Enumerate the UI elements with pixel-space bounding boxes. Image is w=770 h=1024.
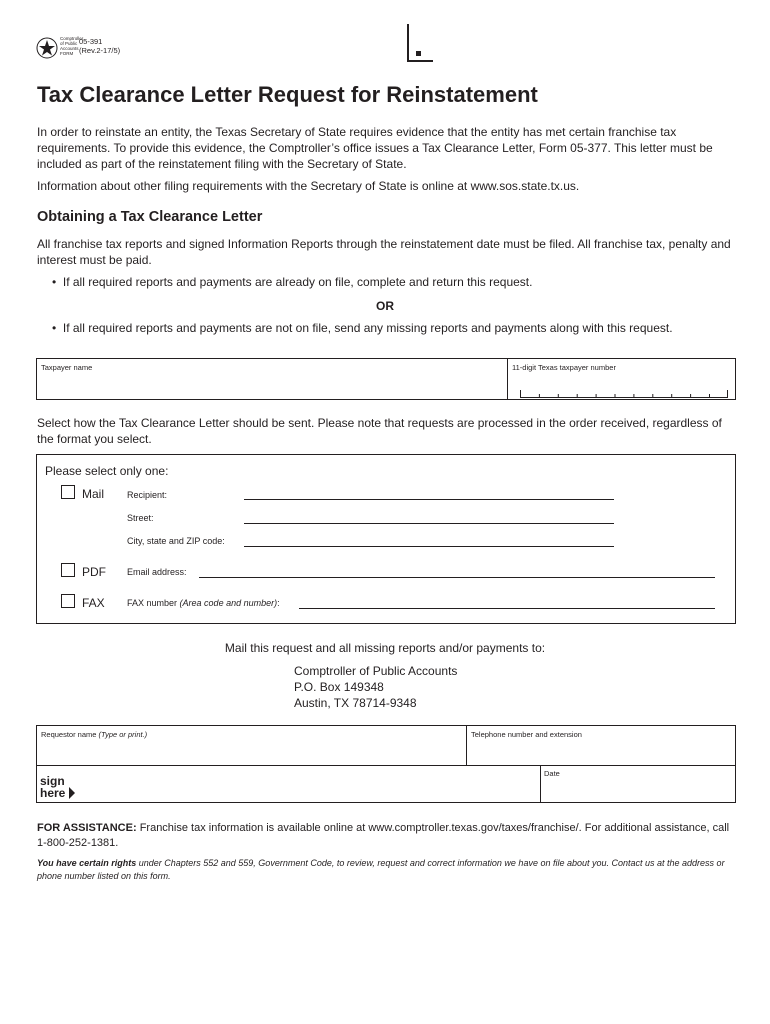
page-title: Tax Clearance Letter Request for Reinstatement <box>37 82 538 107</box>
mailing-address-line: P.O. Box 149348 <box>294 680 384 694</box>
telephone-label: Telephone number and extension <box>471 730 582 739</box>
date-input[interactable] <box>544 781 730 799</box>
fax-number-label: FAX number (Area code and number): <box>127 598 280 608</box>
scan-corner-mark <box>407 24 433 62</box>
form-number: 05-391 (Rev.2-17/5) <box>79 37 121 55</box>
fax-checkbox[interactable] <box>61 594 75 608</box>
requestor-box <box>36 725 736 803</box>
intro-paragraph: In order to reinstate an entity, the Texas Secretary of State requires evidence that the entity has met certain franchise tax requirements. To provide this evidence, the Comptroller’s office issues a Tax Clearance Letter, Form 05-377. This letter must be included as part of the reinstatement filing with the Secretary of State. <box>37 125 713 171</box>
pdf-checkbox[interactable] <box>61 563 75 577</box>
section-heading: Obtaining a Tax Clearance Letter <box>37 209 263 225</box>
bullet-item: • If all required reports and payments are not on file, send any missing reports and payments along with this request. <box>52 321 673 335</box>
mail-checkbox[interactable] <box>61 485 75 499</box>
taxpayer-name-label: Taxpayer name <box>41 363 93 372</box>
email-label: Email address: <box>127 567 187 577</box>
mailing-address-line: Austin, TX 78714-9348 <box>294 696 417 710</box>
signature-input[interactable] <box>77 770 535 800</box>
taxpayer-number-label: 11-digit Texas taxpayer number <box>512 363 616 372</box>
divider <box>507 359 508 399</box>
assistance-note: FOR ASSISTANCE: Franchise tax information is available online at www.comptroller.texas.gov/taxes/franchise/. For additional assistance, call 1-800-252-1381. <box>37 822 730 849</box>
requirements-paragraph: All franchise tax reports and signed Information Reports through the reinstatement date must be filed. All franchise tax, penalty and interest must be paid. <box>37 237 731 267</box>
telephone-input[interactable] <box>471 742 731 762</box>
taxpayer-name-input[interactable] <box>41 375 501 397</box>
divider <box>466 726 467 765</box>
divider <box>540 765 541 802</box>
delivery-options-box <box>36 454 736 624</box>
requestor-name-input[interactable] <box>41 742 461 762</box>
sign-here-marker: sign here <box>40 775 65 799</box>
street-label: Street: <box>127 513 154 523</box>
arrow-right-icon <box>69 787 75 799</box>
rights-note: You have certain rights under Chapters 552 and 559, Government Code, to review, request and correct information we have on file about you. Contact us at the address or phone number listed on this form. <box>37 858 725 881</box>
fax-option-label: FAX <box>82 596 105 610</box>
select-prompt: Please select only one: <box>45 464 169 478</box>
bullet-item: • If all required reports and payments are already on file, complete and return this request. <box>52 275 533 289</box>
delivery-instructions: Select how the Tax Clearance Letter should be sent. Please note that requests are processed in the order received, regardless of the format you select. <box>37 416 722 446</box>
mailing-instruction: Mail this request and all missing reports and/or payments to: <box>224 641 546 655</box>
requestor-name-label: Requestor name (Type or print.) <box>41 730 148 739</box>
city-state-zip-input[interactable] <box>244 546 614 547</box>
divider <box>37 765 735 766</box>
recipient-label: Recipient: <box>127 490 168 500</box>
mailing-address-line: Comptroller of Public Accounts <box>294 664 458 678</box>
recipient-input[interactable] <box>244 499 614 500</box>
email-input[interactable] <box>199 577 715 578</box>
street-input[interactable] <box>244 523 614 524</box>
date-label: Date <box>544 769 560 778</box>
pdf-option-label: PDF <box>82 565 106 579</box>
taxpayer-number-input[interactable] <box>520 385 728 395</box>
taxpayer-box <box>36 358 736 400</box>
mail-option-label: Mail <box>82 487 105 501</box>
or-separator: OR <box>376 299 394 313</box>
city-state-zip-label: City, state and ZIP code: <box>127 536 225 546</box>
agency-name: Comptroller of Public Accounts FORM <box>60 36 84 56</box>
fax-number-input[interactable] <box>299 608 715 609</box>
comptroller-seal-icon <box>36 37 58 59</box>
sos-info-paragraph: Information about other filing requirements with the Secretary of State is online at www.sos.state.tx.us. <box>37 179 580 193</box>
